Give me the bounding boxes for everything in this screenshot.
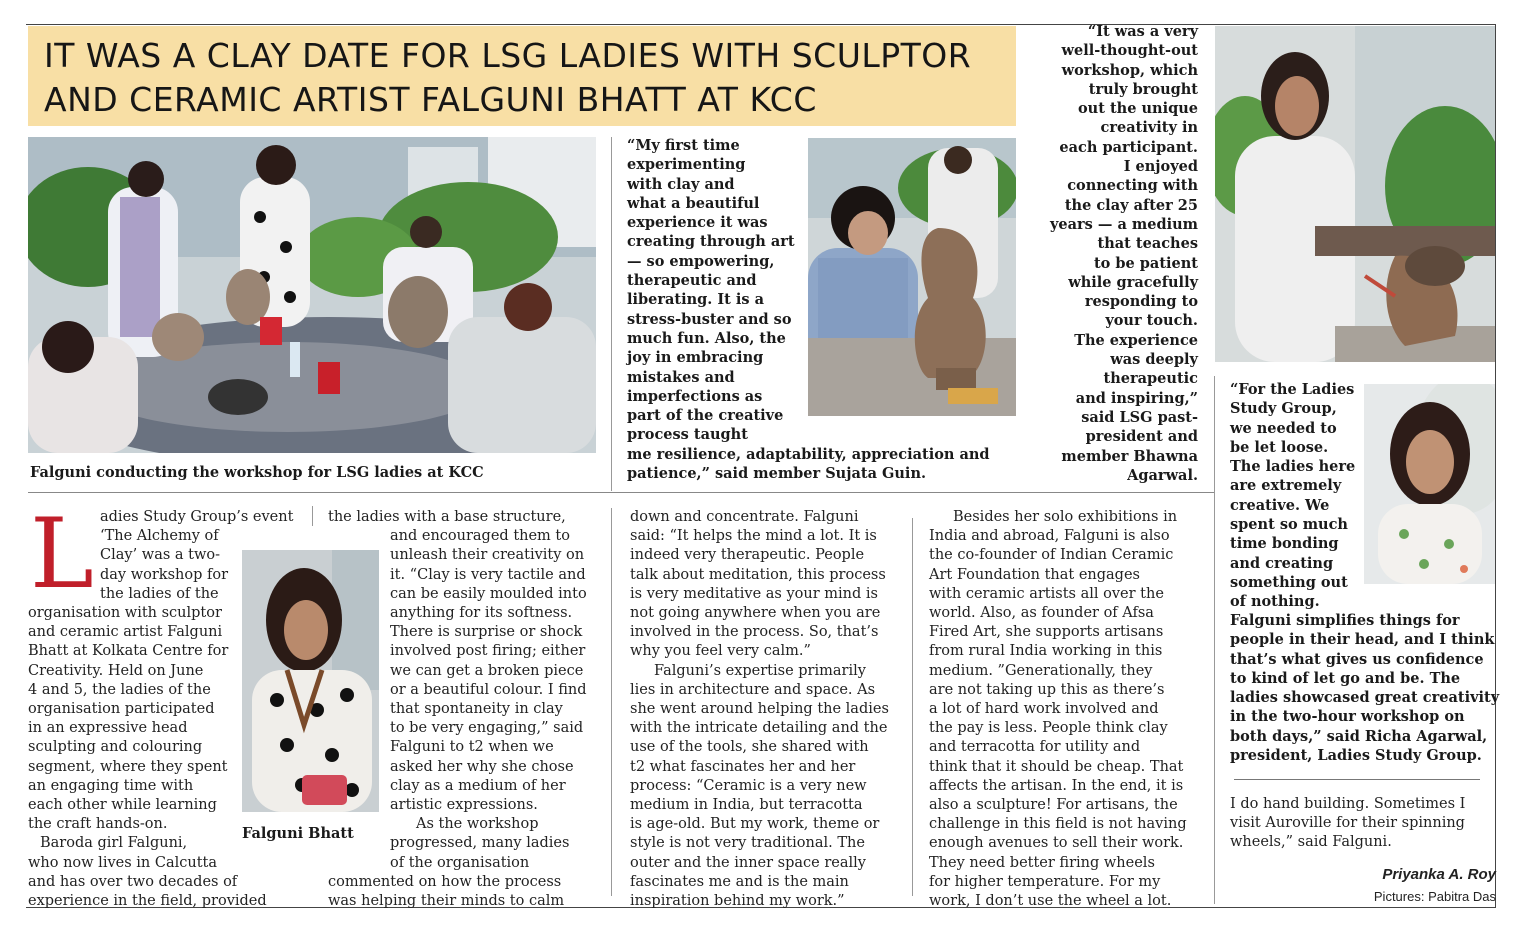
- text-line: out the unique: [1078, 100, 1198, 118]
- text-line: joy in embracing: [627, 349, 764, 367]
- text-line: sculpting and colouring: [28, 739, 203, 756]
- text-line: challenge in this field is not having: [929, 816, 1187, 833]
- text-line: artistic expressions.: [390, 797, 538, 814]
- text-line: day workshop for: [100, 566, 229, 583]
- text-line: she went around helping the ladies: [630, 701, 889, 718]
- text-line: time bonding: [1230, 535, 1339, 553]
- text-line: spent so much: [1230, 516, 1348, 534]
- text-line: the co-founder of Indian Ceramic: [929, 547, 1174, 564]
- text-line: who now lives in Calcutta: [28, 854, 217, 871]
- text-line: Falguni to t2 when we: [390, 739, 554, 756]
- text-line: process taught: [627, 426, 748, 444]
- text-line: are extremely: [1230, 477, 1342, 495]
- text-line: style is not very traditional. The: [630, 835, 865, 852]
- text-line: imperfections as: [627, 387, 763, 405]
- text-line: or a beautiful colour. I find: [390, 681, 587, 698]
- text-line: asked her why she chose: [390, 758, 574, 775]
- text-line: The experience: [1074, 331, 1198, 349]
- text-line: years — a medium: [1050, 215, 1198, 233]
- text-line: anything for its softness.: [390, 605, 573, 622]
- text-line: medium. ”Generationally, they: [929, 662, 1153, 679]
- text-line: while gracefully: [1068, 273, 1198, 291]
- text-line: Art Foundation that engages: [929, 566, 1140, 583]
- text-line: involved post firing; either: [390, 643, 586, 660]
- text-line: also a sculpture! For artisans, the: [929, 797, 1178, 814]
- text-line: the ladies with a base structure,: [328, 509, 566, 525]
- text-line: Creativity. Held on June: [28, 662, 204, 679]
- body-column-5: [1230, 795, 1465, 853]
- text-line: that teaches: [1097, 235, 1198, 253]
- text-line: stress-buster and so: [627, 310, 792, 328]
- text-line: ‘The Alchemy of: [100, 528, 219, 545]
- text-line: can be easily moulded into: [390, 585, 587, 602]
- text-line: therapeutic and: [627, 272, 757, 290]
- text-line: Falguni’s expertise primarily: [654, 662, 866, 679]
- text-line: well-thought-out: [1061, 42, 1198, 60]
- text-line: 4 and 5, the ladies of the: [28, 681, 211, 698]
- text-line: much fun. Also, the: [627, 329, 786, 347]
- text-line: use of the tools, she shared with: [630, 739, 869, 756]
- quote-richa-agarwal-b: [1230, 611, 1500, 765]
- body-column-2: [328, 508, 587, 911]
- text-line: mistakes and: [627, 368, 735, 386]
- text-line: said: “It helps the mind a lot. It is: [630, 528, 877, 545]
- text-line: an engaging time with: [28, 777, 194, 794]
- text-line: and inspiring,”: [1075, 389, 1198, 407]
- text-line: with clay and: [627, 175, 735, 193]
- text-line: I enjoyed: [1123, 158, 1198, 176]
- text-line: work, I don’t use the wheel a lot.: [929, 893, 1172, 910]
- text-line: creating through art: [627, 233, 795, 251]
- text-line: organisation participated: [28, 701, 215, 718]
- text-line: Fired Art, she supports artisans: [929, 624, 1164, 641]
- text-line: responding to: [1084, 293, 1198, 311]
- text-line: member Bhawna: [1061, 447, 1198, 465]
- text-line: your touch.: [1105, 312, 1198, 330]
- text-line: They need better firing wheels: [929, 854, 1155, 871]
- text-line: India and abroad, Falguni is also: [929, 528, 1170, 545]
- text-line: connecting with: [1067, 177, 1198, 195]
- text-line: something out: [1230, 573, 1348, 591]
- text-line: “For the Ladies: [1230, 381, 1355, 398]
- text-line: process: “Ceramic is a very new: [630, 777, 867, 794]
- text-line: of nothing.: [1230, 593, 1320, 611]
- quote-bhawna-agarwal: [1040, 22, 1198, 485]
- text-line: experience in the field, provided: [28, 893, 267, 910]
- text-line: in an expressive head: [28, 720, 188, 737]
- column-rule-2: [611, 508, 612, 896]
- text-line: progressed, many ladies: [390, 835, 570, 852]
- text-line: Study Group,: [1230, 400, 1337, 418]
- text-line: segment, where they spent: [28, 758, 228, 775]
- text-line: are not taking up this as there’s: [929, 681, 1165, 698]
- text-line: I do hand building. Sometimes I: [1230, 796, 1466, 812]
- quote-richa-agarwal-a: [1230, 380, 1360, 612]
- text-line: The ladies here: [1230, 458, 1356, 476]
- text-line: both days,” said Richa Agarwal,: [1230, 727, 1488, 745]
- text-line: and terracotta for utility and: [929, 739, 1141, 756]
- text-line: president and: [1085, 428, 1198, 446]
- text-line: and has over two decades of: [28, 873, 238, 890]
- text-line: workshop, which: [1061, 61, 1198, 79]
- text-line: with the intricate detailing and the: [630, 720, 888, 737]
- text-line: to be patient: [1093, 254, 1198, 272]
- text-line: Baroda girl Falguni,: [40, 835, 188, 852]
- text-line: is very meditative as your mind is: [630, 585, 878, 602]
- text-line: was helping their minds to calm: [328, 893, 565, 910]
- text-line: commented on how the process: [328, 873, 562, 890]
- text-line: adies Study Group’s event: [100, 509, 294, 525]
- text-line: lies in architecture and space. As: [630, 681, 876, 698]
- text-line: “It was a very: [1087, 23, 1198, 40]
- text-line: — so empowering,: [627, 252, 775, 270]
- body-column-4: [929, 508, 1187, 911]
- text-line: Falguni simplifies things for: [1230, 612, 1460, 629]
- text-line: involved in the process. So, that’s: [630, 624, 879, 641]
- text-line: truly brought: [1088, 80, 1198, 98]
- text-line: fascinates me and is the main: [630, 873, 849, 890]
- text-line: wheels,” said Falguni.: [1230, 834, 1392, 851]
- text-line: affects the artisan. In the end, it is: [929, 777, 1184, 794]
- text-line: Besides her solo exhibitions in: [953, 509, 1178, 525]
- main-photo-caption: Falguni conducting the workshop for LSG ladies at KCC: [30, 464, 484, 481]
- text-line: visit Auroville for their spinning: [1230, 815, 1465, 832]
- text-line: and creating: [1230, 554, 1334, 572]
- section-divider: [28, 492, 1214, 493]
- text-line: the pay is less. People think clay: [929, 720, 1168, 737]
- text-line: from rural India working in this: [929, 643, 1163, 660]
- text-line: inspiration behind my work.”: [630, 893, 845, 910]
- text-line: talk about meditation, this process: [630, 566, 886, 583]
- main-workshop-photo: [28, 137, 596, 453]
- text-line: liberating. It is a: [627, 291, 765, 309]
- text-line: indeed very therapeutic. People: [630, 547, 865, 564]
- text-line: There is surprise or shock: [390, 624, 583, 641]
- text-line: in the two-hour workshop on: [1230, 708, 1465, 726]
- column-rule-3: [912, 518, 913, 896]
- text-line: think that it should be cheap. That: [929, 758, 1184, 775]
- text-line: “My first time: [627, 137, 740, 154]
- text-line: the ladies of the: [100, 585, 219, 602]
- text-line: not going anywhere when you are: [630, 605, 881, 622]
- text-line: medium in India, but terracotta: [630, 797, 863, 814]
- text-line: world. Also, as founder of Afsa: [929, 605, 1154, 622]
- headline: [44, 34, 1004, 122]
- text-line: Clay’ was a two-: [100, 547, 221, 564]
- text-line: Agarwal.: [1127, 466, 1198, 484]
- richa-agarwal-photo: [1364, 384, 1495, 584]
- text-line: patience,” said member Sujata Guin.: [627, 465, 927, 483]
- column-rule-top: [611, 137, 612, 491]
- text-line: ladies showcased great creativity: [1230, 689, 1500, 707]
- bhawna-photo: [1215, 26, 1495, 362]
- text-line: that spontaneity in clay: [390, 701, 563, 718]
- text-line: a lot of hard work involved and: [929, 701, 1159, 718]
- quote-divider: [1234, 779, 1480, 780]
- sculpting-photo: [808, 138, 1016, 416]
- text-line: we can get a broken piece: [390, 662, 584, 679]
- text-line: said LSG past-: [1081, 408, 1198, 426]
- text-line: be let loose.: [1230, 438, 1329, 456]
- text-line: president, Ladies Study Group.: [1230, 747, 1482, 765]
- text-line: to be very engaging,” said: [390, 720, 584, 737]
- headline-line-2: AND CERAMIC ARTIST FALGUNI BHATT AT KCC: [44, 80, 817, 119]
- text-line: down and concentrate. Falguni: [630, 509, 859, 525]
- photo-credit: Pictures: Pabitra Das: [1373, 889, 1496, 904]
- text-line: me resilience, adaptability, appreciation and: [627, 445, 990, 463]
- text-line: outer and the inner space really: [630, 854, 866, 871]
- text-line: t2 what fascinates her and her: [630, 758, 856, 775]
- text-line: organisation with sculptor: [28, 605, 222, 621]
- body-column-3: [630, 508, 889, 911]
- text-line: creativity in: [1100, 119, 1198, 137]
- byline: Priyanka A. Roy: [1382, 866, 1496, 883]
- text-line: unleash their creativity on: [390, 547, 585, 564]
- column-rule-right: [1214, 376, 1215, 904]
- text-line: clay as a medium of her: [390, 777, 566, 794]
- text-line: why you feel very calm.”: [630, 643, 811, 660]
- text-line: of the organisation: [390, 854, 530, 871]
- text-line: is age-old. But my work, theme or: [630, 816, 880, 833]
- drop-cap: L: [30, 498, 94, 610]
- headline-line-1: IT WAS A CLAY DATE FOR LSG LADIES WITH SCULPTOR: [44, 36, 972, 75]
- text-line: experience it was: [627, 214, 768, 232]
- text-line: people in their head, and I think: [1230, 631, 1495, 649]
- text-line: enough avenues to sell their work.: [929, 835, 1184, 852]
- text-line: with ceramic artists all over the: [929, 585, 1164, 602]
- text-line: and encouraged them to: [390, 528, 570, 545]
- text-line: part of the creative: [627, 407, 784, 425]
- body-column-1: [28, 604, 267, 911]
- text-line: As the workshop: [416, 816, 539, 833]
- text-line: that’s what gives us confidence: [1230, 650, 1484, 668]
- text-line: therapeutic: [1103, 370, 1198, 388]
- text-line: it. “Clay is very tactile and: [390, 566, 586, 583]
- text-line: what a beautiful: [627, 194, 760, 212]
- text-line: the craft hands-on.: [28, 816, 168, 833]
- text-line: the clay after 25: [1064, 196, 1198, 214]
- portrait-caption: Falguni Bhatt: [242, 825, 354, 842]
- text-line: was deeply: [1110, 351, 1198, 369]
- text-line: experimenting: [627, 156, 746, 174]
- text-line: we needed to: [1230, 419, 1337, 437]
- text-line: for higher temperature. For my: [929, 873, 1161, 890]
- text-line: creative. We: [1230, 496, 1330, 514]
- column-rule-1: [312, 506, 313, 526]
- text-line: Bhatt at Kolkata Centre for: [28, 643, 229, 660]
- text-line: each participant.: [1059, 138, 1198, 156]
- text-line: to kind of let go and be. The: [1230, 669, 1461, 687]
- text-line: and ceramic artist Falguni: [28, 624, 223, 641]
- text-line: each other while learning: [28, 797, 217, 814]
